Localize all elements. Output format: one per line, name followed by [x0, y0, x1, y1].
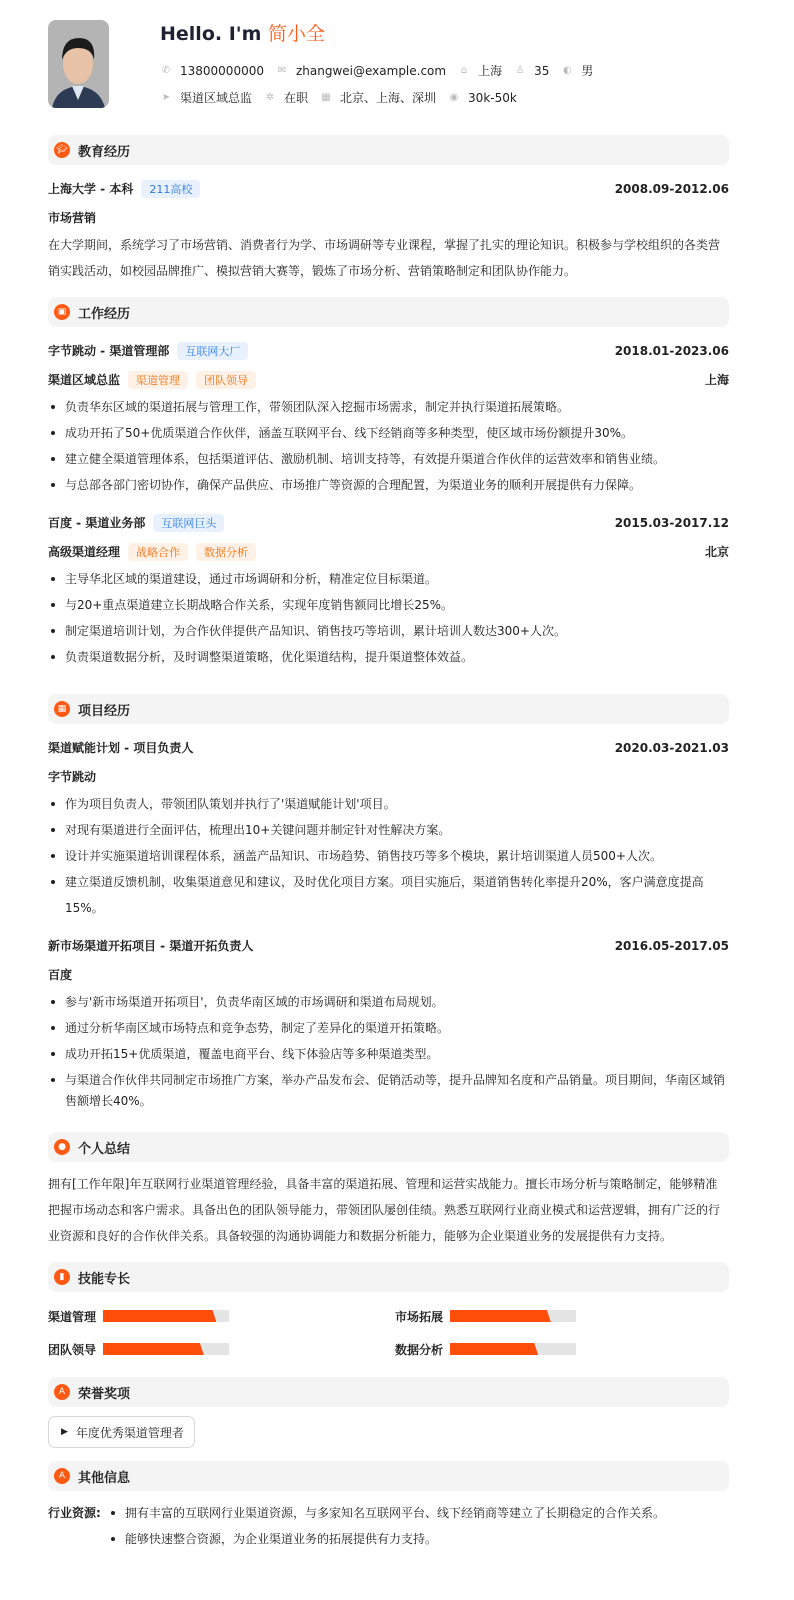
list-item: 与渠道合作伙伴共同制定市场推广方案，举办产品发布会、促销活动等，提升品牌知名度和产品销量。项目期间，华南区域销售额增长40%。 [48, 1067, 729, 1112]
list-item: 拥有丰富的互联网行业渠道资源，与多家知名互联网平台、线下经销商等建立了长期稳定的合作关系。 [108, 1500, 729, 1526]
list-item: 负责渠道数据分析，及时调整渠道策略，优化渠道结构，提升渠道整体效益。 [48, 644, 729, 670]
other-info [48, 1500, 729, 1552]
list-item: 对现有渠道进行全面评估，梳理出10+关键问题并制定针对性解决方案。 [48, 817, 729, 843]
job-header [48, 508, 729, 537]
salary-icon: ◉ [449, 92, 459, 103]
skill-tag: 渠道管理 [128, 371, 188, 389]
project-header [48, 931, 729, 960]
project-company [48, 762, 729, 791]
target-cities: 北京、上海、深圳 [340, 91, 437, 105]
gender-icon: ◐ [563, 65, 572, 76]
status-icon: ✲ [265, 92, 275, 103]
skill-bar [103, 1310, 229, 1322]
skill-item [48, 1307, 395, 1325]
list-item: 成功开拓15+优质渠道，覆盖电商平台、线下体验店等多种渠道类型。 [48, 1041, 729, 1067]
phone-icon: ✆ [161, 65, 171, 76]
job-block [48, 336, 729, 498]
list-item: 成功开拓了50+优质渠道合作伙伴，涵盖互联网平台、线下经销商等多种类型，使区域市场份额提升30%。 [48, 420, 729, 446]
role: 高级渠道经理 [48, 545, 121, 559]
education-desc: 在大学期间，系统学习了市场营销、消费者行为学、市场调研等专业课程，掌握了扎实的理论知识。积极参与学校组织的各类营销实践活动，如校园品牌推广、模拟营销大赛等，锻炼了市场分析、营销策略制定和团队协作能力。 [48, 238, 721, 278]
list-item: 通过分析华南区域市场特点和竞争态势，制定了差异化的渠道开拓策略。 [48, 1015, 729, 1041]
section-awards [48, 1377, 729, 1407]
job-block [48, 508, 729, 670]
city: 上海 [704, 373, 729, 387]
list-item: 能够快速整合资源，为企业渠道业务的拓展提供有力支持。 [108, 1526, 729, 1552]
list-item: 建立渠道反馈机制，收集渠道意见和建议，及时优化项目方案。项目实施后，渠道销售转化率提升20%，客户满意度提高15%。 [48, 869, 729, 921]
city: 北京 [704, 545, 729, 559]
project-company [48, 960, 729, 989]
list-item: 制定渠道培训计划，为合作伙伴提供产品知识、销售技巧等培训，累计培训人数达300+人次。 [48, 618, 729, 644]
role: 渠道区域总监 [48, 373, 121, 387]
skill-name: 市场拓展 [395, 1309, 444, 1324]
skill-bar [450, 1310, 576, 1322]
award-icon: A [54, 1384, 70, 1400]
job-role [48, 537, 729, 566]
company: 百度 [48, 968, 73, 982]
project-bullets [48, 791, 729, 921]
position: 渠道区域总监 [180, 91, 253, 105]
other-label: 行业资源: [48, 1506, 101, 1520]
skill-item [395, 1340, 729, 1358]
company: 字节跳动 - 渠道管理部 [48, 344, 170, 358]
list-item: 与总部各部门密切协作，确保产品供应、市场推广等资源的合理配置，为渠道业务的顺利开展提供有力保障。 [48, 472, 729, 498]
home-icon: ⌂ [460, 65, 468, 76]
section-title: 技能专长 [78, 1271, 131, 1287]
section-skills [48, 1262, 729, 1292]
skill-bar-fill [450, 1310, 551, 1322]
age-icon: ♙ [515, 65, 525, 76]
project-bullets [48, 989, 729, 1112]
greeting: Hello. I'm [160, 23, 262, 45]
graduation-cap-icon: 🎓︎ [54, 142, 70, 158]
city: 上海 [478, 64, 503, 78]
major [48, 203, 729, 232]
job-header [48, 336, 729, 365]
section-education [48, 135, 729, 165]
skill-name: 团队领导 [48, 1342, 97, 1357]
company-tag: 互联网大厂 [177, 342, 248, 360]
project-block [48, 931, 729, 1112]
email: zhangwei@example.com [295, 63, 447, 78]
list-item: 与20+重点渠道建立长期战略合作关系，实现年度销售额同比增长25%。 [48, 592, 729, 618]
date: 2016.05-2017.05 [614, 938, 729, 953]
salary: 30k-50k [468, 90, 517, 105]
project-name: 渠道赋能计划 - 项目负责人 [48, 741, 194, 755]
skill-bar-fill [103, 1310, 216, 1322]
list-item: 主导华北区域的渠道建设，通过市场调研和分析，精准定位目标渠道。 [48, 566, 729, 592]
major-text: 市场营销 [48, 211, 97, 225]
project-name: 新市场渠道开拓项目 - 渠道开拓负责人 [48, 939, 254, 953]
section-title: 项目经历 [78, 703, 131, 719]
section-title: 其他信息 [78, 1470, 131, 1486]
skills-grid [48, 1301, 729, 1364]
date: 2018.01-2023.06 [614, 343, 729, 358]
award-item[interactable] [48, 1416, 195, 1448]
age: 35 [534, 63, 550, 78]
job-bullets [48, 394, 729, 498]
skill-bar [103, 1343, 229, 1355]
skill-item [395, 1307, 729, 1325]
project-block [48, 733, 729, 921]
company: 百度 - 渠道业务部 [48, 516, 146, 530]
skill-tag: 数据分析 [196, 543, 256, 561]
phone: 13800000000 [180, 63, 264, 78]
school: 上海大学 - 本科 [48, 182, 134, 196]
job-bullets [48, 566, 729, 670]
list-item: 负责华东区域的渠道拓展与管理工作，带领团队深入挖掘市场需求，制定并执行渠道拓展策略。 [48, 394, 729, 420]
skill-tag: 战略合作 [128, 543, 188, 561]
section-other [48, 1461, 729, 1491]
section-title: 工作经历 [78, 306, 131, 322]
education-row [48, 174, 729, 203]
date: 2015.03-2017.12 [614, 515, 729, 530]
resume-body [48, 0, 729, 1592]
list-item: 设计并实施渠道培训课程体系，涵盖产品知识、市场趋势、销售技巧等多个模块，累计培训渠道人员500+人次。 [48, 843, 729, 869]
triangle-right-icon: ▶ [61, 1427, 68, 1437]
company: 字节跳动 [48, 770, 97, 784]
company-tag: 互联网巨头 [153, 514, 224, 532]
status: 在职 [284, 91, 309, 105]
skill-bar-fill [103, 1343, 204, 1355]
list-item: 参与'新市场渠道开拓项目'，负责华南区域的市场调研和渠道布局规划。 [48, 989, 729, 1015]
candidate-name: 简小全 [268, 23, 326, 45]
skill-name: 渠道管理 [48, 1309, 97, 1324]
school-tag: 211高校 [141, 180, 200, 198]
section-projects [48, 694, 729, 724]
section-title: 教育经历 [78, 144, 131, 160]
user-icon: ● [54, 1139, 70, 1155]
section-title: 荣誉奖项 [78, 1386, 131, 1402]
job-role [48, 365, 729, 394]
chart-icon: ▮ [54, 1269, 70, 1285]
skill-item [48, 1340, 395, 1358]
date: 2008.09-2012.06 [614, 181, 729, 196]
info-icon: A [54, 1468, 70, 1484]
section-title: 个人总结 [78, 1141, 131, 1157]
grid-icon: ▦ [54, 701, 70, 717]
summary-text: 拥有[工作年限]年互联网行业渠道管理经验，具备丰富的渠道拓展、管理和运营实战能力。擅长市场分析与策略制定，能够精准把握市场动态和客户需求。具备出色的团队领导能力，带领团队屡创佳绩。熟悉互联网行业商业模式和运营逻辑，拥有广泛的行业资源和良好的合作伙伴关系。具备较强的沟通协调能力和数据分析能力，能够为企业渠道业务的发展提供有力支持。 [48, 1177, 721, 1243]
gender: 男 [581, 64, 594, 78]
section-summary [48, 1132, 729, 1162]
skill-name: 数据分析 [395, 1342, 444, 1357]
send-icon: ➤ [161, 92, 171, 103]
briefcase-icon: ▣ [54, 304, 70, 320]
building-icon: ▦ [321, 92, 331, 103]
mail-icon: ✉ [277, 65, 287, 76]
skill-tag: 团队领导 [196, 371, 256, 389]
skill-bar [450, 1343, 576, 1355]
section-work [48, 297, 729, 327]
date: 2020.03-2021.03 [614, 740, 729, 755]
award-label: 年度优秀渠道管理者 [75, 1425, 184, 1440]
other-bullets [108, 1500, 729, 1552]
list-item: 建立健全渠道管理体系，包括渠道评估、激励机制、培训支持等，有效提升渠道合作伙伴的运营效率和销售业绩。 [48, 446, 729, 472]
project-header [48, 733, 729, 762]
list-item: 作为项目负责人，带领团队策划并执行了'渠道赋能计划'项目。 [48, 791, 729, 817]
skill-bar-fill [450, 1343, 538, 1355]
